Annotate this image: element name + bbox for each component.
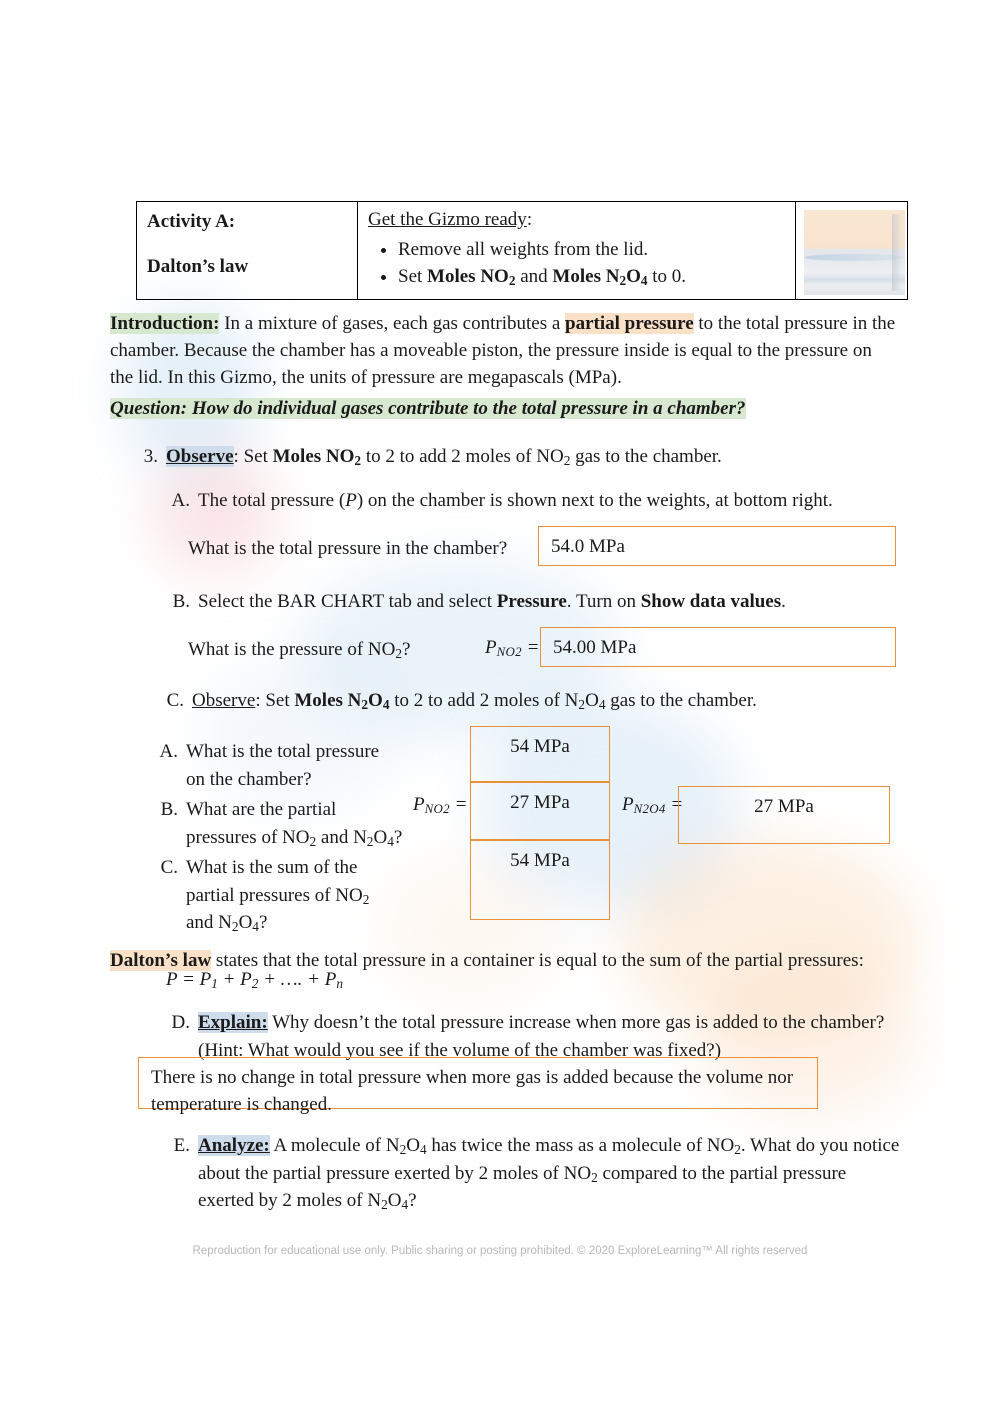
gizmo-setup-bullets	[368, 237, 785, 291]
answer-box-pressure-no2-value: 54.00 MPa	[553, 637, 637, 658]
daltons-law-formula: $P = P_1 + P_2$ + …. + $P_n$	[166, 969, 344, 992]
page-footer: Reproduction for educational use only. Public sharing or posting prohibited. © 2020 ExploreLearning™ All rights reserved	[192, 1245, 808, 1257]
p-no2-label-c	[413, 794, 467, 817]
item-3b-text-3: .	[781, 591, 786, 612]
item-3d-verb: Explain:	[198, 1012, 268, 1033]
answer-box-sub-a-value: 54 MPa	[510, 736, 570, 757]
item-3b-bold-2: Show data values	[640, 591, 782, 612]
answer-box-sub-b-value: 27 MPa	[510, 792, 570, 813]
subquestion-a	[152, 738, 442, 793]
answer-box-total-pressure[interactable]	[538, 526, 896, 566]
item-3-marker: 3.	[143, 446, 158, 467]
answer-box-sub-b[interactable]	[470, 782, 610, 840]
gizmo-chamber-thumbnail	[804, 210, 905, 295]
answer-box-explain-value: There is no change in total pressure when more gas is added because the volume nor temperature is changed.	[151, 1067, 794, 1115]
p-no2-subscript-b: NO2	[496, 644, 522, 660]
subquestion-a-text	[186, 738, 442, 793]
p-no2-symbol-b: P	[485, 637, 497, 658]
p-n2o4-subscript: N2O4	[633, 801, 666, 817]
item-3c-text-after-verb: : Set	[255, 690, 295, 711]
item-3b-text	[198, 588, 904, 616]
thumbnail-edge-shade	[892, 214, 901, 291]
p-no2-subscript-c: NO2	[424, 801, 450, 817]
answer-box-sub-a[interactable]	[470, 726, 610, 782]
item-3c	[158, 687, 898, 715]
gizmo-ready-colon: :	[526, 209, 533, 230]
item-3b-text-2: . Turn on	[566, 591, 641, 612]
item-3-text-after-verb: : Set	[233, 446, 273, 467]
gizmo-instructions-cell	[358, 202, 796, 300]
subquestion-b-line1: What are the partial	[186, 799, 337, 820]
subquestion-c-text: What is the sum of the partial pressures of $NO_2$ and $N_2O_4$?	[186, 857, 370, 935]
item-3-verb: Observe	[166, 446, 234, 467]
item-3e-marker: E.	[173, 1135, 190, 1156]
item-3d-text-1: Why doesn’t the total pressure increase when more gas is added to the chamber?	[267, 1012, 885, 1033]
answer-box-p-n2o4-value: 27 MPa	[754, 796, 814, 817]
subquestion-a-line1: What is the total pressure	[186, 741, 380, 762]
item-3b-question: What is the pressure of $NO_2$?	[188, 639, 411, 662]
item-3-body: Observe: Set Moles $NO_2$ to 2 to add 2 moles of $NO_2$ gas to the chamber.	[166, 446, 722, 469]
p-n2o4-symbol: P	[622, 794, 634, 815]
gizmo-ready-heading	[368, 208, 785, 233]
activity-title-cell	[137, 202, 358, 300]
item-3b-bold-1: Pressure	[496, 591, 567, 612]
activity-name: Dalton’s law	[147, 255, 249, 277]
setup-bullet-1: • Remove all weights from the lid.	[398, 237, 785, 264]
answer-box-explain[interactable]	[138, 1057, 818, 1115]
p-no2-equals-c: =	[449, 794, 468, 815]
item-3d-marker: D.	[171, 1012, 190, 1033]
answer-box-p-n2o4[interactable]	[678, 786, 890, 844]
item-3e	[164, 1132, 904, 1215]
p-n2o4-label	[622, 794, 683, 817]
gizmo-thumbnail-cell	[796, 202, 908, 300]
focus-question-text: Question: How do individual gases contribute to the total pressure in a chamber?	[110, 398, 746, 419]
p-no2-equals-b: =	[521, 637, 540, 658]
subquestion-c-line1: What is the sum of the	[186, 857, 358, 878]
item-3e-verb: Analyze:	[198, 1135, 270, 1156]
gizmo-ready-underlined: Get the Gizmo ready	[368, 209, 527, 230]
activity-header-table	[136, 201, 908, 300]
item-3d-text-2: (Hint: What would you see if the volume of the chamber was fixed?)	[198, 1039, 722, 1061]
introduction-label: Introduction:	[110, 313, 220, 334]
item-3b	[164, 588, 904, 616]
answer-box-pressure-no2[interactable]	[540, 627, 896, 667]
item-3	[132, 443, 902, 471]
answer-box-sub-c[interactable]	[470, 840, 610, 920]
setup-bullet-2: • Set Moles $NO_2$ and Moles $N_2O_4$ to 0.	[398, 264, 785, 291]
subquestion-b-text: What are the partial pressures of $NO_2$ and $N_2O_4$?	[186, 799, 403, 849]
focus-question	[110, 398, 910, 420]
subquestion-a-line2: on the chamber?	[186, 768, 312, 790]
subquestion-b	[152, 796, 442, 851]
item-3c-text: Observe: Set Moles $N_2O_4$ to 2 to add 2 moles of $N_2O_4$ gas to the chamber.	[192, 690, 757, 713]
item-3b-text-1: Select the BAR CHART tab and select	[198, 591, 497, 612]
introduction-text-1: In a mixture of gases, each gas contributes a	[219, 313, 566, 334]
item-3a-text: The total pressure (P) on the chamber is shown next to the weights, at bottom right.	[198, 490, 833, 511]
activity-label: Activity A:	[147, 211, 236, 232]
daltons-law-term: Dalton’s law	[110, 950, 212, 971]
subquestion-b-marker: B.	[160, 799, 178, 820]
item-3e-text: Analyze: A molecule of $N_2O_4$ has twice the mass as a molecule of $NO_2$. What do you notice about the partial pressure exerted by 2 moles of $NO_2$ compared to the partial pressure exerted by 2 moles of $N_2O_4$?	[198, 1135, 900, 1213]
subquestion-c	[152, 854, 442, 937]
answer-box-total-pressure-value: 54.0 MPa	[551, 536, 625, 557]
p-no2-label-b	[485, 637, 539, 660]
daltons-law-text: states that the total pressure in a container is equal to the sum of the partial pressures:	[211, 950, 864, 971]
item-3c-verb: Observe	[192, 690, 256, 711]
answer-box-sub-c-value: 54 MPa	[510, 850, 570, 871]
partial-pressure-term: partial pressure	[565, 313, 694, 334]
subquestion-c-marker: C.	[160, 857, 178, 878]
p-n2o4-equals: =	[665, 794, 684, 815]
introduction-paragraph	[110, 310, 896, 391]
subquestion-a-marker: A.	[159, 741, 178, 762]
p-no2-symbol-c: P	[413, 794, 425, 815]
item-3b-marker: B.	[172, 591, 190, 612]
introduction-text-2: to the total pressure in the chamber. Because the chamber has a moveable piston, the pressure inside is equal to the pressure on the lid. In this Gizmo, the units of pressure are megapascals (MPa).	[110, 313, 896, 389]
item-3d	[164, 1009, 904, 1064]
item-3d-text	[198, 1009, 904, 1064]
item-3-setting: Moles $NO_2$	[272, 446, 362, 469]
item-3a-question: What is the total pressure in the chamber?	[188, 538, 508, 559]
item-3a	[164, 487, 904, 515]
item-3c-setting: Moles $N_2O_4$	[294, 690, 390, 713]
item-3c-marker: C.	[166, 690, 184, 711]
item-3a-marker: A.	[171, 490, 190, 511]
